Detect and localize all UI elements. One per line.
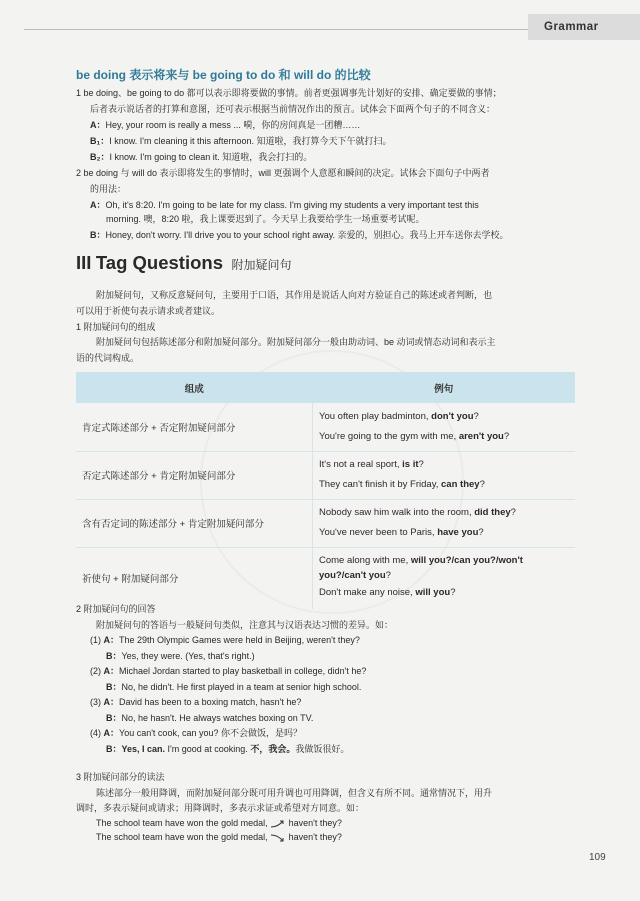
- section-number: III: [76, 252, 92, 273]
- dialog-a2: [90, 199, 479, 212]
- answer-item-4-b: B：Yes, I can. I'm good at cooking. 不，我会。我做饭很好。: [106, 744, 350, 754]
- table-row: [76, 547, 575, 609]
- subhead-2: 2 附加疑问句的回答: [76, 604, 156, 614]
- example-sentence: It's not a real sport, is it?: [319, 459, 424, 470]
- table-row: [76, 451, 575, 499]
- table-row: [76, 403, 575, 451]
- para-2-line-2: 的用法：: [90, 184, 127, 194]
- para-1-line-2: 后者表示说话者的打算和意图，还可表示根据当前情况作出的预言。试体会下面两个句子的不同含义：: [90, 104, 496, 114]
- example-cell: [313, 547, 576, 609]
- subhead-3-line-2: 调时，多表示疑问或请求；用降调时，多表示求证或希望对方同意。如：: [76, 803, 365, 813]
- answer-item-1-a: (1) A：The 29th Olympic Games were held in Beijing, weren't they?: [90, 635, 360, 645]
- form-cell: 祈使句 + 附加疑问部分: [76, 547, 313, 609]
- answer-item-2-b: B：No, he didn't. He first played in a team at senior high school.: [106, 682, 362, 692]
- intro-line-2: 可以用于祈使句表示请求或者建议。: [76, 306, 221, 316]
- section-heading: be doing 表示将来与 be going to do 和 will do 的比较: [76, 68, 371, 82]
- dialog-b1: [90, 135, 392, 148]
- dialog-a: [90, 119, 360, 132]
- speaker-label: A：: [90, 200, 106, 210]
- page-number: 109: [589, 852, 606, 863]
- example-sentence: Come along with me, will you?/can you?/won't you?/can't you?: [319, 555, 523, 582]
- subhead-3-line-1: 陈述部分一般用降调，而附加疑问部分既可用升调也可用降调，但含义有所不同。通常情况下，用升: [96, 788, 493, 798]
- form-cell: 否定式陈述部分 + 肯定附加疑问部分: [76, 451, 313, 499]
- section-tab: [528, 14, 640, 40]
- table-row: [76, 499, 575, 547]
- example-sentence: They can't finish it by Friday, can they?: [319, 479, 485, 490]
- subhead-3: 3 附加疑问部分的读法: [76, 772, 165, 782]
- dialog-b2: [90, 151, 312, 164]
- section-3-title: [76, 252, 291, 274]
- intonation-falling-example: The school team have won the gold medal, haven't they?: [96, 832, 342, 842]
- answer-item-1-b: B：Yes, they were. (Yes, that's right.): [106, 651, 255, 661]
- example-sentence: Don't make any noise, will you?: [319, 587, 456, 599]
- answer-item-4-a: (4) A：You can't cook, can you? 你不会做饭，是吗？: [90, 728, 302, 738]
- col-header-example: 例句: [313, 372, 576, 403]
- rising-arrow-icon: [270, 819, 286, 829]
- intonation-rising-example: The school team have won the gold medal, haven't they?: [96, 818, 342, 828]
- para-1-line-1: 1 be doing、be going to do 都可以表示即将要做的事情。前者更强调事先计划好的安排、确定要做的事情；: [76, 88, 502, 98]
- section-title-en: Tag Questions: [95, 252, 223, 273]
- section-tab-label: Grammar: [544, 21, 599, 33]
- example-cell: [313, 403, 576, 451]
- answer-item-3-b: B：No, he hasn't. He always watches boxing on TV.: [106, 713, 314, 723]
- dialog-text: I know. I'm cleaning it this afternoon. 知道啦，我打算今天下午就打扫。: [109, 136, 392, 146]
- dialog-b3: [90, 229, 509, 242]
- tag-question-table: [76, 372, 575, 609]
- speaker-label: B₂：: [90, 152, 110, 162]
- form-cell: 含有否定词的陈述部分 + 肯定附加疑问部分: [76, 499, 313, 547]
- dialog-text: Oh, it's 8:20. I'm going to be late for my class. I'm giving my students a very important test this: [105, 200, 479, 210]
- example-cell: [313, 451, 576, 499]
- answer-item-2-a: (2) A：Michael Jordan started to play basketball in college, didn't he?: [90, 666, 367, 676]
- example-sentence: You often play badminton, don't you?: [319, 410, 479, 422]
- intro-line-1: 附加疑问句，又称反意疑问句，主要用于口语，其作用是说话人向对方验证自己的陈述或者判断，也: [96, 290, 493, 300]
- example-sentence: Nobody saw him walk into the room, did they?: [319, 507, 516, 518]
- col-header-form: 组成: [76, 372, 313, 403]
- subhead-2-intro: 附加疑问句的答语与一般疑问句类似，注意其与汉语表达习惯的差异。如：: [96, 620, 394, 630]
- dialog-a2-line-2: morning. 噢，8:20 啦，我上课要迟到了。今天早上我要给学生一场重要考试呢。: [106, 214, 425, 224]
- speaker-label: B：: [90, 230, 106, 240]
- form-cell: 肯定式陈述部分 + 否定附加疑问部分: [76, 403, 313, 451]
- falling-arrow-icon: [270, 833, 286, 843]
- dialog-text: I know. I'm going to clean it. 知道啦，我会打扫的。: [109, 152, 313, 162]
- subhead-1: 1 附加疑问句的组成: [76, 322, 156, 332]
- page-header: [0, 14, 640, 44]
- section-title-cn: 附加疑问句: [231, 258, 292, 272]
- dialog-text: Hey, your room is really a mess ... 嗬，你的房间真是一团糟……: [105, 120, 361, 130]
- dialog-text: Honey, don't worry. I'll drive you to your school right away. 亲爱的，别担心。我马上开车送你去学校。: [105, 230, 509, 240]
- example-cell: [313, 499, 576, 547]
- subhead-1-line-2: 语的代词构成。: [76, 353, 140, 363]
- para-2-line-1: 2 be doing 与 will do 表示即将发生的事情时，will 更强调个人意愿和瞬间的决定。试体会下面句子中两者: [76, 168, 490, 178]
- answer-item-3-a: (3) A：David has been to a boxing match, hasn't he?: [90, 697, 302, 707]
- example-sentence: You've never been to Paris, have you?: [319, 527, 484, 538]
- subhead-1-line-1: 附加疑问句包括陈述部分和附加疑问部分。附加疑问部分一般由助动词、be 动词或情态动词和表示主: [96, 337, 496, 347]
- speaker-label: A：: [90, 120, 106, 130]
- speaker-label: B₁：: [90, 136, 110, 146]
- example-sentence: You're going to the gym with me, aren't you?: [319, 430, 510, 442]
